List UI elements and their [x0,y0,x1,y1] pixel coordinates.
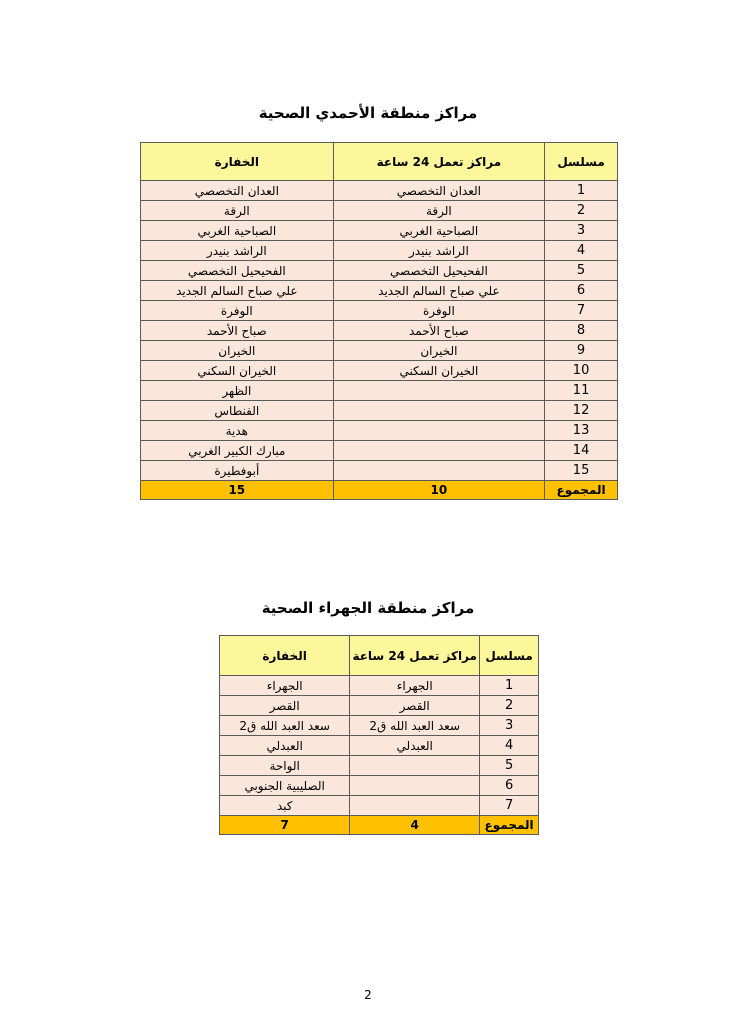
cell-centers-24h: الفحيحيل التخصصي [333,261,545,281]
cell-serial: 1 [545,181,618,201]
header-duty: الخفارة [220,636,350,676]
table-row [220,796,539,816]
cell-serial: 15 [545,461,618,481]
table-row [141,301,618,321]
cell-serial: 9 [545,341,618,361]
cell-duty: الخيران السكني [141,361,334,381]
table-row [220,776,539,796]
cell-serial: 4 [480,736,539,756]
cell-duty: العدان التخصصي [141,181,334,201]
cell-serial: 8 [545,321,618,341]
header-row [220,636,539,676]
cell-serial: 3 [545,221,618,241]
cell-duty: الجهراء [220,676,350,696]
table-row [141,241,618,261]
cell-centers-24h: العبدلي [350,736,480,756]
cell-duty: الصباحية الغربي [141,221,334,241]
cell-centers-24h: القصر [350,696,480,716]
cell-serial: 7 [545,301,618,321]
cell-serial: 13 [545,421,618,441]
total-row [220,816,539,835]
total-label: المجموع [545,481,618,500]
cell-duty: الرقة [141,201,334,221]
cell-centers-24h: الخيران [333,341,545,361]
cell-centers-24h: الراشد بنيدر [333,241,545,261]
cell-centers-24h: الوفرة [333,301,545,321]
cell-centers-24h [333,461,545,481]
cell-centers-24h: صباح الأحمد [333,321,545,341]
table-row [141,261,618,281]
cell-serial: 7 [480,796,539,816]
table-row [141,441,618,461]
table-row [141,401,618,421]
table-row [141,221,618,241]
total-duty: 7 [220,816,350,835]
table-row [141,421,618,441]
cell-duty: القصر [220,696,350,716]
cell-centers-24h [333,401,545,421]
cell-duty: مبارك الكبير الغربي [141,441,334,461]
cell-duty: الواحة [220,756,350,776]
ahmadi-title: مراكز منطقة الأحمدي الصحية [258,104,478,122]
cell-serial: 2 [480,696,539,716]
cell-duty: كبد [220,796,350,816]
jahra-title: مراكز منطقة الجهراء الصحية [261,599,475,617]
cell-centers-24h [333,441,545,461]
table-row [141,281,618,301]
cell-duty: سعد العبد الله ق2 [220,716,350,736]
cell-centers-24h [350,756,480,776]
table-row [220,756,539,776]
cell-serial: 10 [545,361,618,381]
cell-centers-24h: الرقة [333,201,545,221]
jahra-table [219,635,539,835]
cell-serial: 5 [480,756,539,776]
cell-duty: هدية [141,421,334,441]
header-row [141,143,618,181]
header-duty: الخفارة [141,143,334,181]
cell-serial: 2 [545,201,618,221]
cell-centers-24h: علي صباح السالم الجديد [333,281,545,301]
page-number: 2 [364,988,372,1002]
cell-duty: صباح الأحمد [141,321,334,341]
header-serial: مسلسل [480,636,539,676]
cell-centers-24h: الصباحية الغربي [333,221,545,241]
cell-duty: الوفرة [141,301,334,321]
table-row [141,461,618,481]
cell-serial: 3 [480,716,539,736]
cell-serial: 1 [480,676,539,696]
table-row [220,696,539,716]
cell-duty: الخيران [141,341,334,361]
table-row [141,181,618,201]
table-row [220,736,539,756]
cell-serial: 4 [545,241,618,261]
table-row [141,361,618,381]
header-centers-24h: مراكز تعمل 24 ساعة [333,143,545,181]
total-centers-24h: 10 [333,481,545,500]
cell-duty: الظهر [141,381,334,401]
cell-centers-24h [350,796,480,816]
cell-serial: 6 [480,776,539,796]
cell-duty: الفحيحيل التخصصي [141,261,334,281]
header-centers-24h: مراكز تعمل 24 ساعة [350,636,480,676]
cell-serial: 11 [545,381,618,401]
cell-duty: أبوفطيرة [141,461,334,481]
cell-centers-24h: الجهراء [350,676,480,696]
cell-centers-24h: سعد العبد الله ق2 [350,716,480,736]
table-row [141,321,618,341]
cell-centers-24h: العدان التخصصي [333,181,545,201]
table-row [141,201,618,221]
total-label: المجموع [480,816,539,835]
cell-centers-24h [333,421,545,441]
cell-serial: 14 [545,441,618,461]
header-serial: مسلسل [545,143,618,181]
cell-duty: الصليبية الجنوبي [220,776,350,796]
cell-centers-24h [350,776,480,796]
ahmadi-table [140,142,618,500]
cell-duty: الفنطاس [141,401,334,421]
cell-serial: 12 [545,401,618,421]
cell-duty: العبدلي [220,736,350,756]
cell-centers-24h: الخيران السكني [333,361,545,381]
cell-duty: علي صباح السالم الجديد [141,281,334,301]
table-row [141,381,618,401]
cell-centers-24h [333,381,545,401]
table-row [220,676,539,696]
total-row [141,481,618,500]
total-duty: 15 [141,481,334,500]
cell-duty: الراشد بنيدر [141,241,334,261]
table-row [220,716,539,736]
cell-serial: 6 [545,281,618,301]
cell-serial: 5 [545,261,618,281]
table-row [141,341,618,361]
total-centers-24h: 4 [350,816,480,835]
